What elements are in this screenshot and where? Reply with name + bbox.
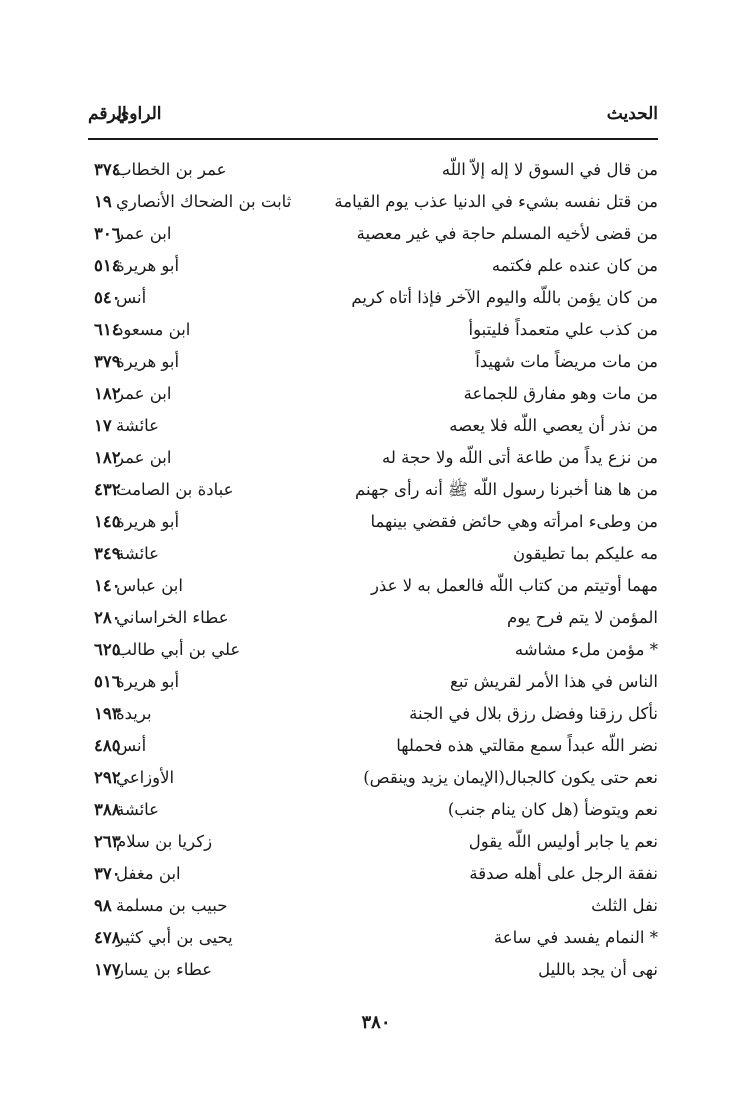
reference-number: ٥١٤ [94, 256, 121, 275]
table-row [88, 922, 658, 954]
table-row [88, 602, 658, 634]
reference-number: ١٧ [94, 416, 112, 435]
reference-number: ٤٨٥ [94, 736, 121, 755]
narrator-name: ابن عباس [116, 576, 183, 595]
hadith-text: نفل الثلث [591, 896, 658, 915]
hadith-text: المؤمن لا يتم فرح يوم [507, 608, 658, 627]
narrator-name: أبو هريرة [116, 512, 180, 531]
reference-number: ٥١٦ [94, 672, 121, 691]
reference-number: ٣٧٤ [94, 160, 121, 179]
narrator-name: ابن عمر [116, 224, 172, 243]
narrator-name: عائشة [116, 800, 160, 819]
hadith-text: * مؤمن ملء مشاشه [514, 640, 658, 659]
table-row [88, 378, 658, 410]
narrator-name: أنس [116, 288, 147, 307]
hadith-text: نأكل رزقنا وفضل رزق بلال في الجنة [409, 704, 658, 723]
hadith-text: نعم ويتوضأ (هل كان ينام جنب) [447, 800, 658, 819]
reference-number: ٢٨٠ [94, 608, 121, 627]
table-row [88, 282, 658, 314]
hadith-index-table [88, 96, 658, 986]
header-narrator: الراوي [116, 104, 162, 124]
reference-number: ٣٧٩ [94, 352, 121, 371]
narrator-name: عبادة بن الصامت [116, 480, 234, 499]
hadith-text: الناس في هذا الأمر لقريش تبع [450, 672, 658, 691]
table-row [88, 410, 658, 442]
table-row [88, 474, 658, 506]
narrator-name: علي بن أبي طالب [116, 640, 241, 659]
table-row [88, 698, 658, 730]
hadith-text: نضر اللّه عبداً سمع مقالتي هذه فحملها [396, 736, 658, 755]
table-row [88, 506, 658, 538]
reference-number: ٦٢٥ [94, 640, 121, 659]
reference-number: ١٩٣ [94, 704, 121, 723]
hadith-text: من قتل نفسه بشيء في الدنيا عذب يوم القيامة [334, 192, 658, 211]
hadith-text: من مات مريضاً مات شهيداً [475, 352, 658, 371]
hadith-text: نعم يا جابر أوليس اللّه يقول [468, 832, 658, 851]
page-number: ٣٨٠ [361, 1012, 391, 1033]
narrator-name: أبو هريرة [116, 256, 180, 275]
reference-number: ٥٤٠ [94, 288, 121, 307]
narrator-name: أبو هريرة [116, 352, 180, 371]
hadith-text: من كان عنده علم فكتمه [491, 256, 658, 275]
narrator-name: ابن عمر [116, 448, 172, 467]
hadith-text: من نزع يداً من طاعة أتى اللّه ولا حجة له [381, 448, 658, 467]
reference-number: ٢٩٢ [94, 768, 121, 787]
reference-number: ٦١٤ [94, 320, 121, 339]
hadith-text: من وطىء امرأته وهي حائض فقضي بينهما [370, 512, 658, 531]
reference-number: ٩٨ [94, 896, 112, 915]
reference-number: ٢٦٣ [94, 832, 121, 851]
reference-number: ١٨٢ [94, 384, 121, 403]
reference-number: ٤٣٢ [94, 480, 121, 499]
table-row [88, 442, 658, 474]
hadith-text: نهى أن يجد بالليل [538, 960, 658, 979]
table-row [88, 538, 658, 570]
narrator-name: عمر بن الخطاب [116, 160, 227, 179]
hadith-text: مه عليكم بما تطيقون [512, 544, 658, 563]
table-row [88, 794, 658, 826]
reference-number: ٣٨٨ [94, 800, 121, 819]
narrator-name: زكريا بن سلام [116, 832, 213, 851]
hadith-text: من مات وهو مفارق للجماعة [463, 384, 658, 403]
hadith-text: من قال في السوق لا إله إلاّ اللّه [441, 160, 658, 179]
narrator-name: بريدة [116, 704, 152, 723]
narrator-name: ثابت بن الضحاك الأنصاري [116, 192, 292, 211]
table-row [88, 346, 658, 378]
narrator-name: ابن عمر [116, 384, 172, 403]
table-row [88, 570, 658, 602]
narrator-name: أبو هريرة [116, 672, 180, 691]
reference-number: ٤٧٨ [94, 928, 121, 947]
header-hadith: الحديث [606, 104, 658, 124]
table-row [88, 858, 658, 890]
reference-number: ٣٠٦ [94, 224, 121, 243]
table-row [88, 730, 658, 762]
header-number: الرقم [88, 104, 127, 124]
reference-number: ١٨٢ [94, 448, 121, 467]
reference-number: ٣٧٠ [94, 864, 121, 883]
reference-number: ١٩ [94, 192, 112, 211]
table-body [88, 154, 658, 986]
table-row [88, 762, 658, 794]
hadith-text: * النمام يفسد في ساعة [493, 928, 658, 947]
header-divider [88, 138, 658, 140]
hadith-text: مهما أوتيتم من كتاب اللّه فالعمل به لا عذر [370, 576, 658, 595]
table-row [88, 954, 658, 986]
table-row [88, 186, 658, 218]
narrator-name: الأوزاعي [116, 768, 175, 787]
narrator-name: ابن مسعود [116, 320, 191, 339]
reference-number: ٣٤٩ [94, 544, 121, 563]
table-row [88, 826, 658, 858]
narrator-name: حبيب بن مسلمة [116, 896, 228, 915]
hadith-text: من كذب علي متعمداً فليتبوأ [468, 320, 658, 339]
hadith-text: من ها هنا أخبرنا رسول اللّه ﷺ أنه رأى جهنم [355, 480, 658, 499]
table-row [88, 250, 658, 282]
reference-number: ١٤٠ [94, 576, 121, 595]
narrator-name: عطاء بن يسار [116, 960, 213, 979]
narrator-name: عائشة [116, 416, 160, 435]
hadith-text: نفقة الرجل على أهله صدقة [469, 864, 658, 883]
table-header [88, 96, 658, 136]
table-row [88, 314, 658, 346]
narrator-name: عطاء الخراساني [116, 608, 229, 627]
hadith-text: من كان يؤمن باللّه واليوم الآخر فإذا أتاه كريم [351, 288, 658, 307]
hadith-text: نعم حتى يكون كالجبال(الإيمان يزيد وينقص) [363, 768, 658, 787]
hadith-text: من قضى لأخيه المسلم حاجة في غير معصية [356, 224, 658, 243]
table-row [88, 154, 658, 186]
narrator-name: عائشة [116, 544, 160, 563]
narrator-name: أنس [116, 736, 147, 755]
reference-number: ١٧٧ [94, 960, 121, 979]
table-row [88, 666, 658, 698]
narrator-name: ابن مغفل [116, 864, 181, 883]
table-row [88, 634, 658, 666]
table-row [88, 218, 658, 250]
hadith-text: من نذر أن يعصي اللّه فلا يعصه [449, 416, 658, 435]
reference-number: ١٤٥ [94, 512, 121, 531]
table-row [88, 890, 658, 922]
narrator-name: يحيى بن أبي كثير [116, 928, 233, 947]
